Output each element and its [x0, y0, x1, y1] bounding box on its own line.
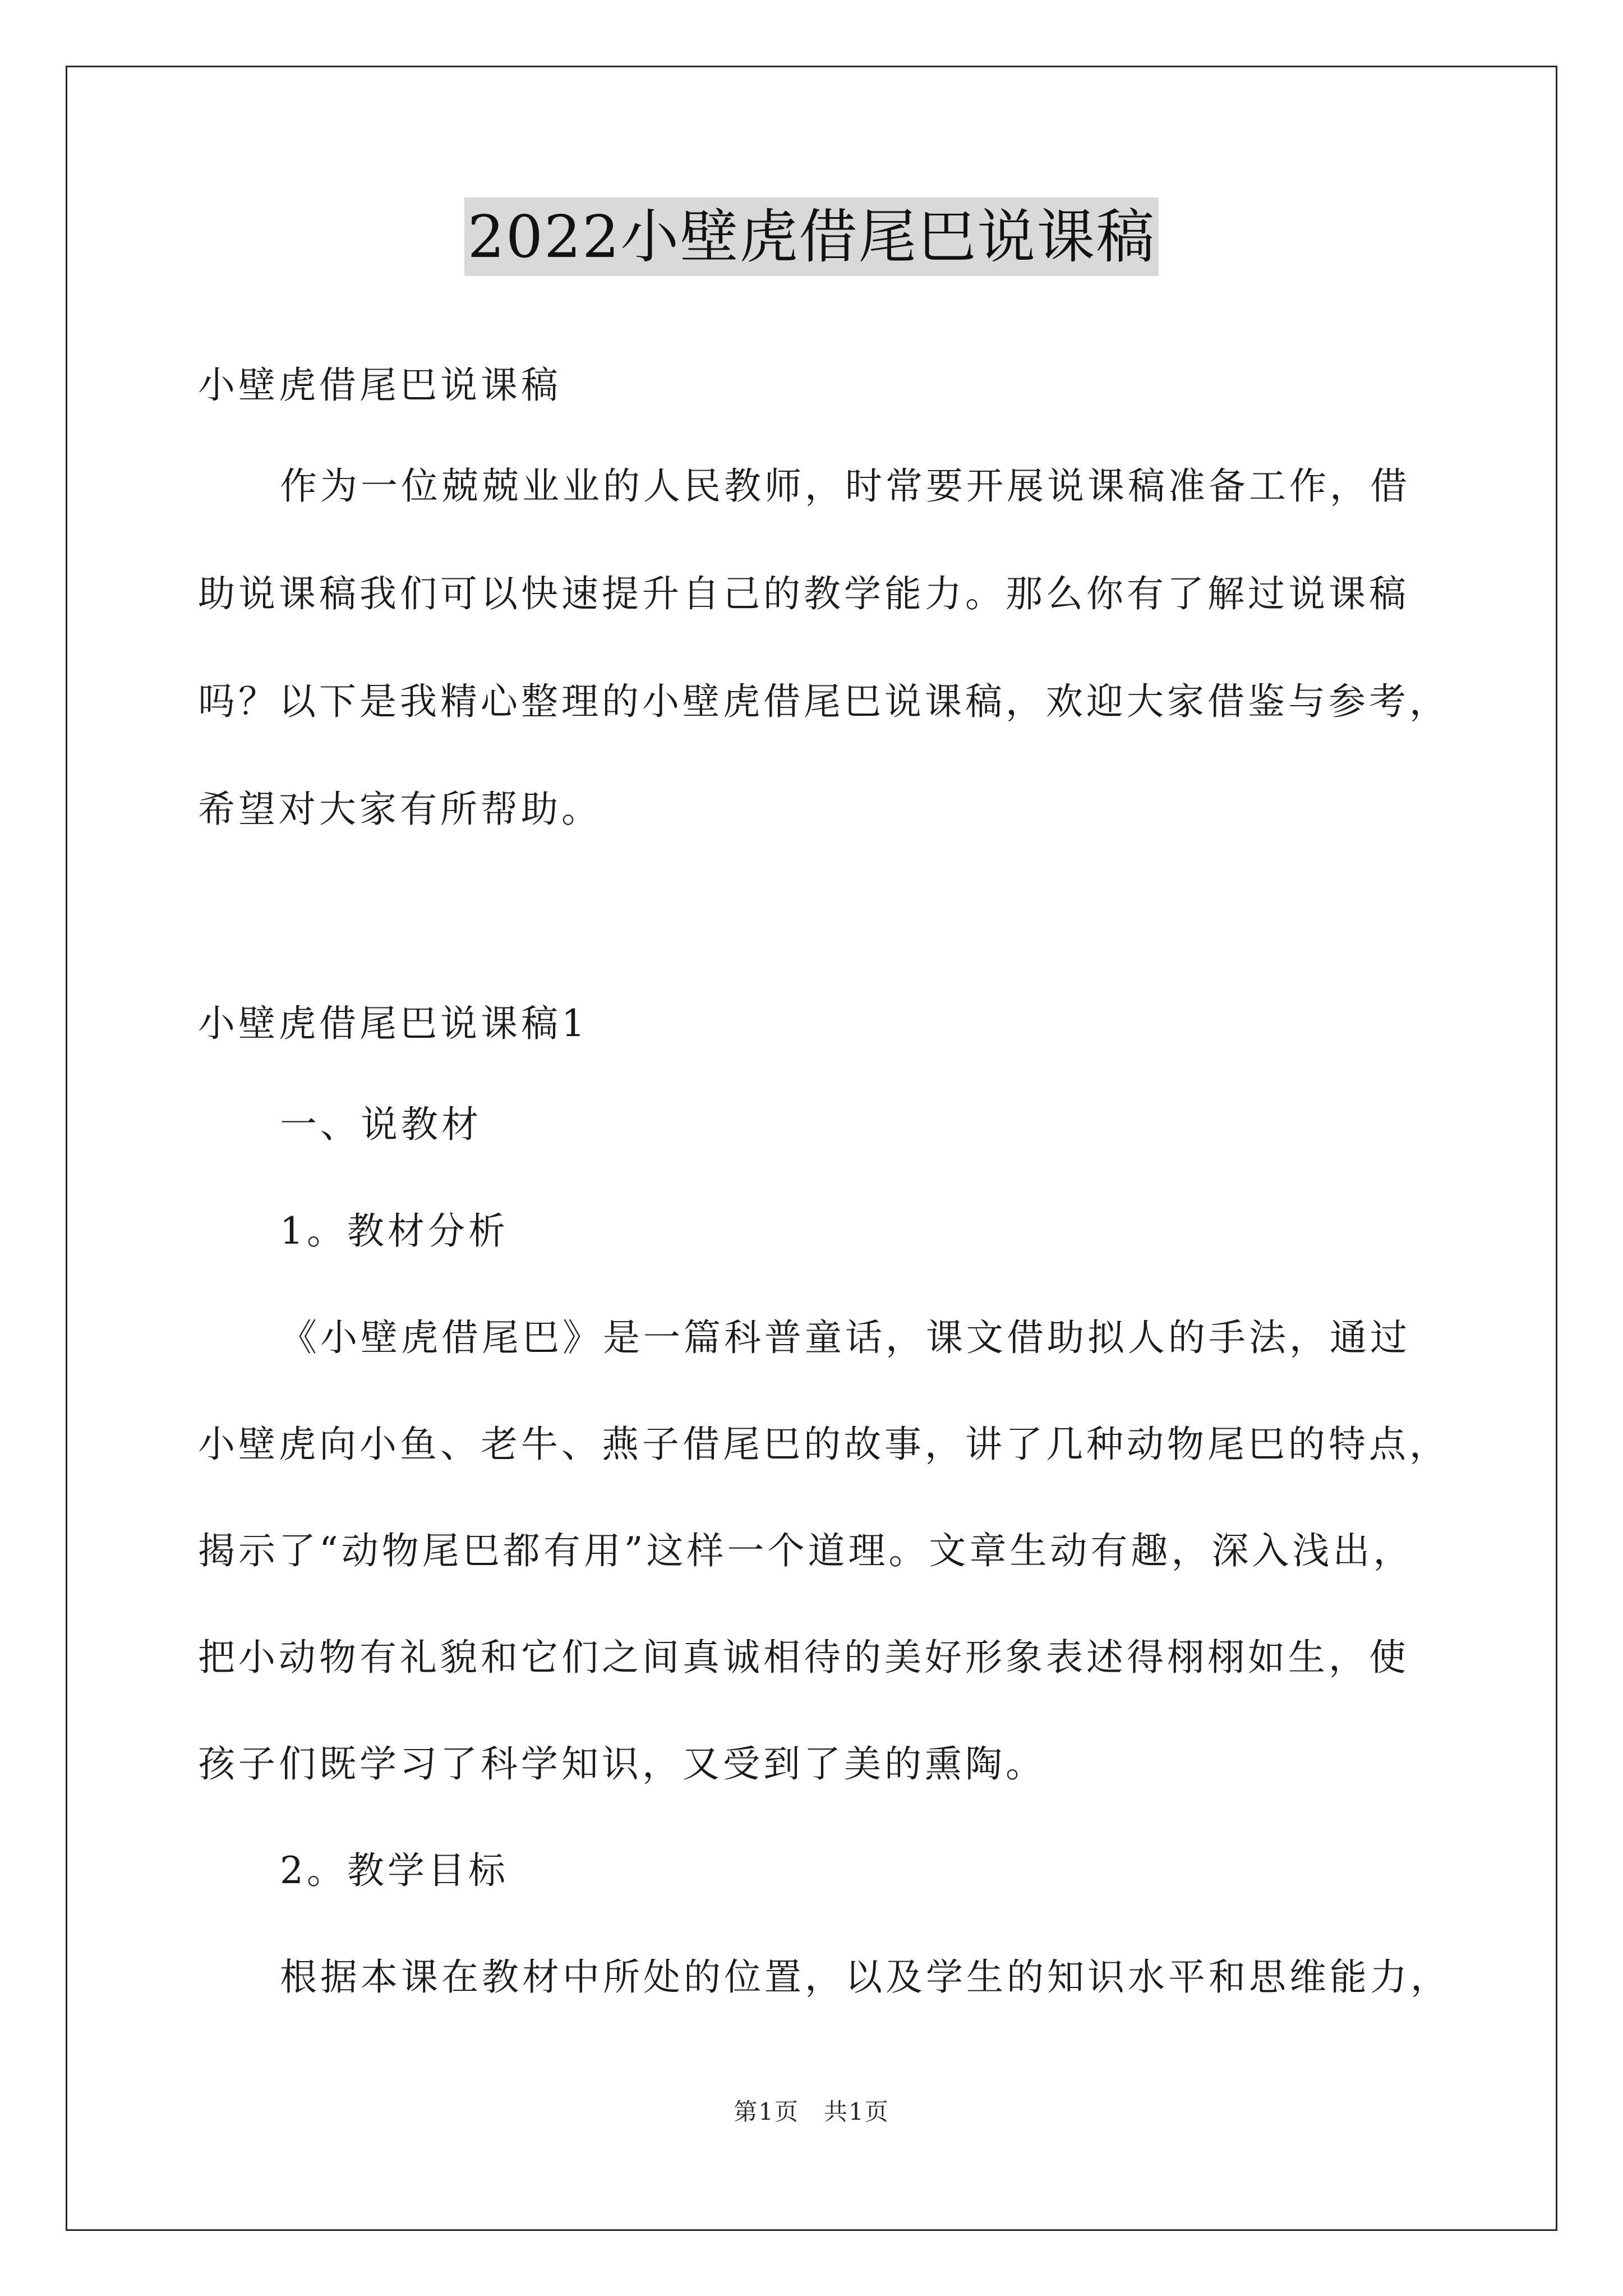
- paragraph-line: 作为一位兢兢业业的人民教师，时常要开展说课稿准备工作，借: [280, 464, 1410, 508]
- paragraph-line: 小壁虎向小鱼、老牛、燕子借尾巴的故事，讲了几种动物尾巴的特点，: [198, 1423, 1450, 1466]
- section-heading: 一、说教材: [280, 1103, 482, 1146]
- page-number: 第1页 共1页: [734, 2098, 889, 2125]
- section-heading: 小壁虎借尾巴说课稿1: [198, 1002, 588, 1045]
- subsection-heading: 1。教材分析: [280, 1209, 509, 1253]
- paragraph-line: 助说课稿我们可以快速提升自己的教学能力。那么你有了解过说课稿: [198, 572, 1409, 615]
- document-title: 2022小壁虎借尾巴说课稿: [464, 197, 1159, 276]
- paragraph-line: 把小动物有礼貌和它们之间真诚相待的美好形象表述得栩栩如生，使: [198, 1636, 1409, 1679]
- subsection-heading: 2。教学目标: [280, 1849, 509, 1892]
- paragraph-line: 揭示了“动物尾巴都有用”这样一个道理。文章生动有趣，深入浅出，: [198, 1529, 1414, 1572]
- paragraph-line: 《小壁虎借尾巴》是一篇科普童话，课文借助拟人的手法，通过: [280, 1316, 1410, 1359]
- title-container: [0, 197, 1623, 276]
- paragraph-line: 吗？以下是我精心整理的小壁虎借尾巴说课稿，欢迎大家借鉴与参考，: [198, 680, 1450, 723]
- paragraph-line: 孩子们既学习了科学知识，又受到了美的熏陶。: [198, 1742, 1046, 1786]
- paragraph-line: 根据本课在教材中所处的位置，以及学生的知识水平和思维能力，: [280, 1955, 1451, 1999]
- subtitle-line: 小壁虎借尾巴说课稿: [198, 364, 561, 407]
- paragraph-line: 希望对大家有所帮助。: [198, 788, 602, 831]
